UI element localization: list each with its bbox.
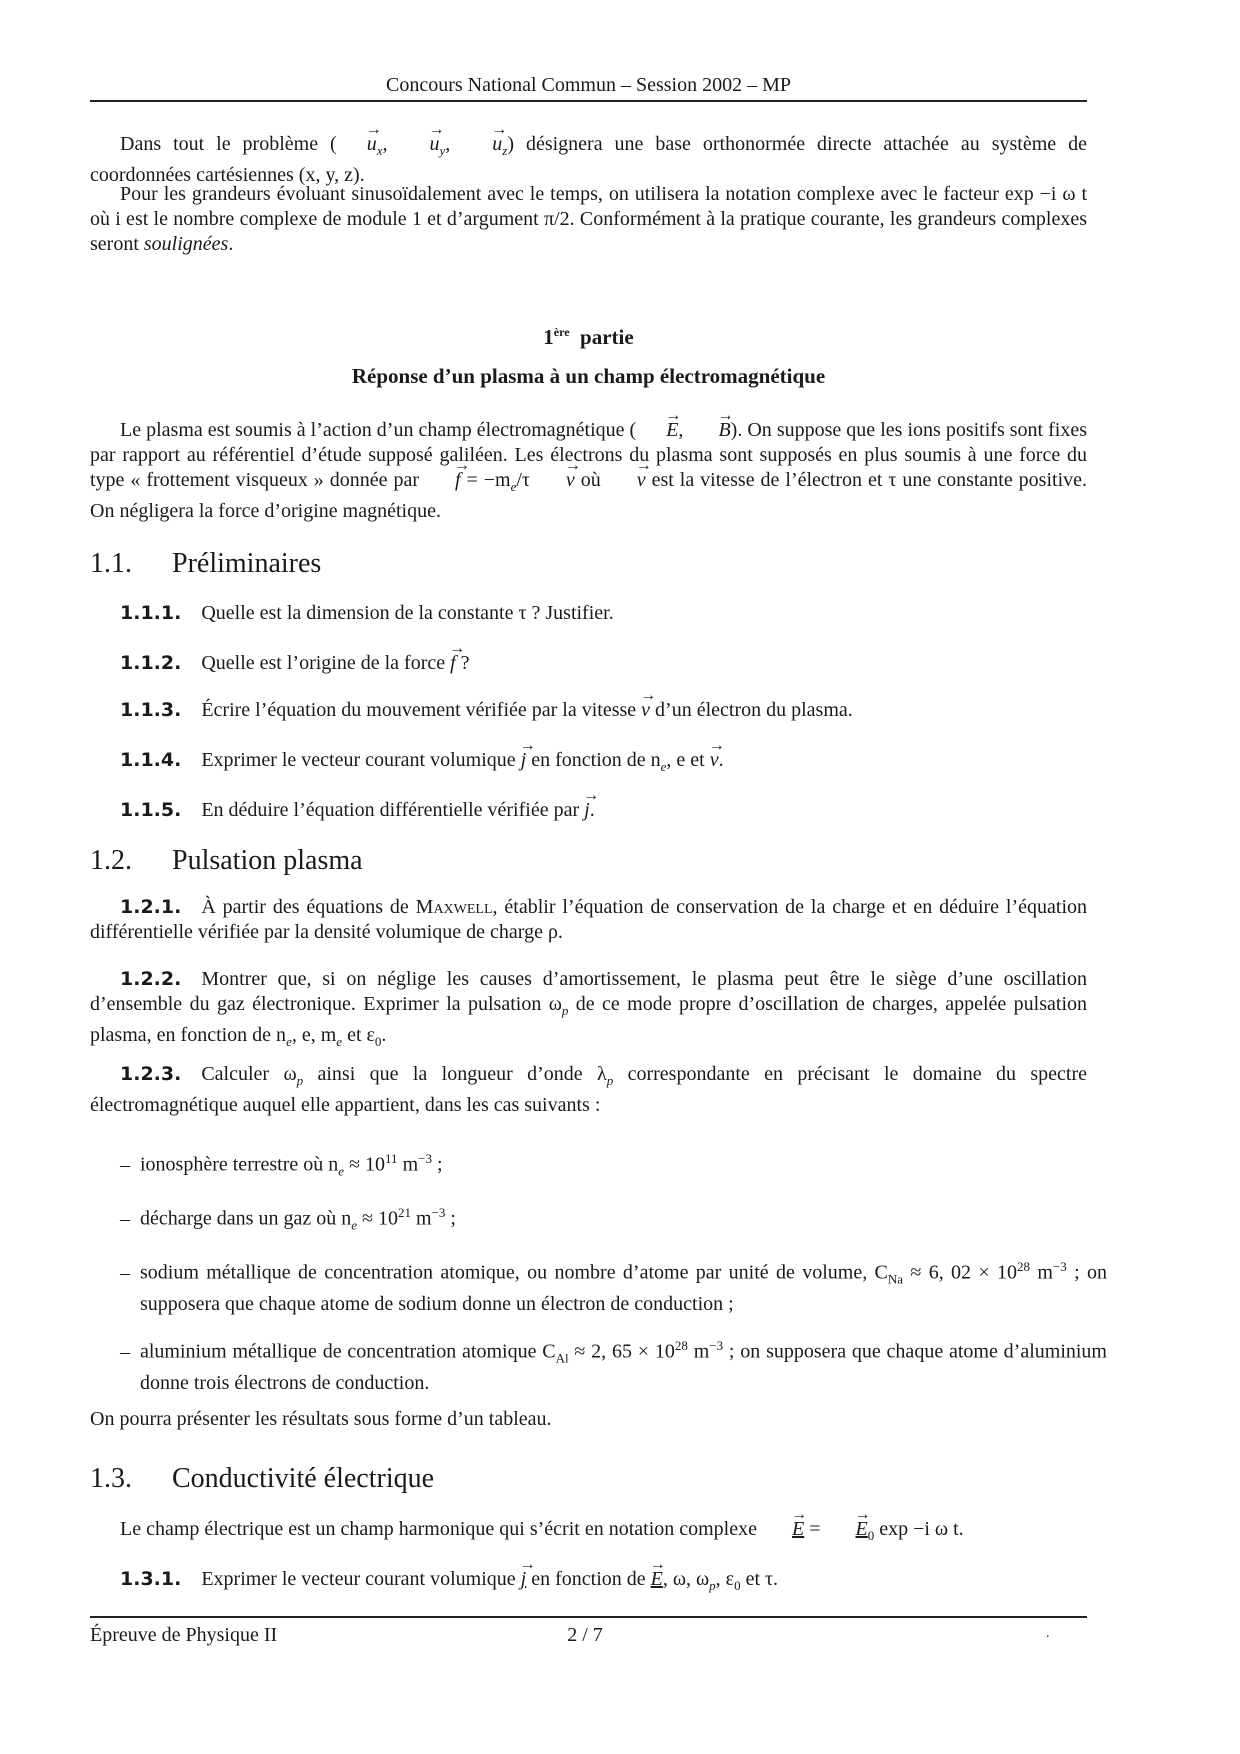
intro-paragraph-1: Dans tout le problème (→ $u_x$, → $u_y$, → $u_z$) désignera une base orthonormée directe attachée au système de coordonnées cartésiennes (x, y, z). [90,132,1087,188]
vector-u-x: → u [337,132,377,157]
vector-v: → v [607,468,646,493]
vector-E0-complex: → E [826,1517,868,1542]
footer-mark: . [1046,1626,1050,1641]
question-1-2-1: 1.2.1. À partir des équations de Maxwell, établir l’équation de conservation de la charge et en déduire l’équation différentielle vérifiée par la densité volumique de charge ρ. [90,896,1087,943]
vector-u-z: → u [462,132,502,157]
section-1-3-intro: Le champ électrique est un champ harmonique qui s’écrit en notation complexe → E = → $E_0$ exp −i ω t. [90,1517,1087,1548]
vector-j-complex: → j [521,1567,527,1592]
vector-f: → f [425,468,461,493]
intro-paragraph-2: Pour les grandeurs évoluant sinusoïdalement avec le temps, on utilisera la notation complexe avec le facteur exp −i ω t où i est le nombre complexe de module 1 et d’argument π/2. Conformément à la pratique courante, les grandeurs complexes seront soulignées. [90,183,1088,255]
footer-rule [90,1616,1087,1618]
question-1-3-1: 1.3.1. Exprimer le vecteur courant volumique → j en fonction de → E, ω, $\omega_p$, $\varepsilon_0$ et τ. [120,1567,1087,1598]
vector-v: → v [710,748,719,773]
vector-f: → f [450,651,456,676]
question-1-1-2: 1.1.2. Quelle est l’origine de la force → f ? [120,651,1087,676]
part-heading: 1ère partie [543,325,634,349]
list-item: – décharge dans un gaz où $n_e \approx 10^{21}$ $m^{-3}$ ; [120,1205,456,1233]
section-heading-1-3: 1.3. Conductivité électrique [90,1463,435,1494]
section-heading-1-1: 1.1. Préliminaires [90,548,322,579]
vector-B: → B [688,418,730,443]
page-number: 2 / 7 [567,1624,603,1646]
question-1-2-2: 1.2.2. Montrer que, si on néglige les causes d’amortissement, le plasma peut être le siège d’une oscillation d’ensemble du gaz électronique. Exprimer la pulsation $\omega_p$ de ce mode propre d’oscillation de charges, appelée pulsation plasma, en fonction de $n_e$, e, $m_e$ et $\varepsilon_0$. [90,968,1087,1049]
table-note: On pourra présenter les résultats sous forme d’un tableau. [90,1408,552,1430]
list-item: – sodium métallique de concentration atomique, ou nombre d’atome par unité de volume, $C_{Na} \approx 6$, $02 \times 10^{28}$ $m^{-3}$ ; on supposera que chaque atome de sodium donne un électron de conduction ; [120,1259,1107,1315]
vector-E-complex: → E [762,1517,804,1542]
vector-E: → E [636,418,678,443]
vector-j: → j [521,748,527,773]
page-header: Concours National Commun – Session 2002 – MP [385,74,791,96]
question-1-1-4: 1.1.4. Exprimer le vecteur courant volumique → j en fonction de $n_e$, e et → v. [120,748,1087,779]
question-1-1-5: 1.1.5. En déduire l’équation différentielle vérifiée par → j. [120,798,1087,823]
question-1-2-3: 1.2.3. Calculer $\omega_p$ ainsi que la longueur d’onde $\lambda_p$ correspondante en précisant le domaine du spectre électromagnétique auquel elle appartient, dans les cas suivants : [90,1063,1087,1116]
list-item: – ionosphère terrestre où $n_e \approx 10^{11}$ $m^{-3}$ ; [120,1151,443,1179]
question-1-1-3: 1.1.3. Écrire l’équation du mouvement vérifiée par la vitesse → v d’un électron du plasma. [120,698,1087,723]
part-intro-paragraph: Le plasma est soumis à l’action d’un champ électromagnétique (→ E, → B). On suppose que les ions positifs sont fixes par rapport au référentiel d’étude supposé galiléen. Les électrons du plasma sont supposés en plus soumis à une force du type « frottement visqueux » donnée par → $f = -m_e/\tau \to v$ où → v est la vitesse de l’électron et τ une constante positive. On négligera la force d’origine magnétique. [90,418,1087,524]
vector-E-complex: → E [651,1567,663,1592]
list-item: – aluminium métallique de concentration atomique $C_{Al} \approx 2$, $65 \times 10^{28}$ $m^{-3}$ ; on supposera que chaque atome d’aluminium donne trois électrons de conduction. [120,1338,1107,1394]
question-1-1-1: 1.1.1. Quelle est la dimension de la constante τ ? Justifier. [120,602,614,624]
section-heading-1-2: 1.2. Pulsation plasma [90,845,363,876]
footer-exam-name: Épreuve de Physique II [90,1624,278,1646]
vector-j: → j [584,798,590,823]
vector-v: → v [641,698,650,723]
vector-v: → v [536,468,575,493]
header-rule [90,100,1087,102]
vector-u-y: → u [399,132,439,157]
part-title: Réponse d’un plasma à un champ électromagnétique [351,364,826,388]
